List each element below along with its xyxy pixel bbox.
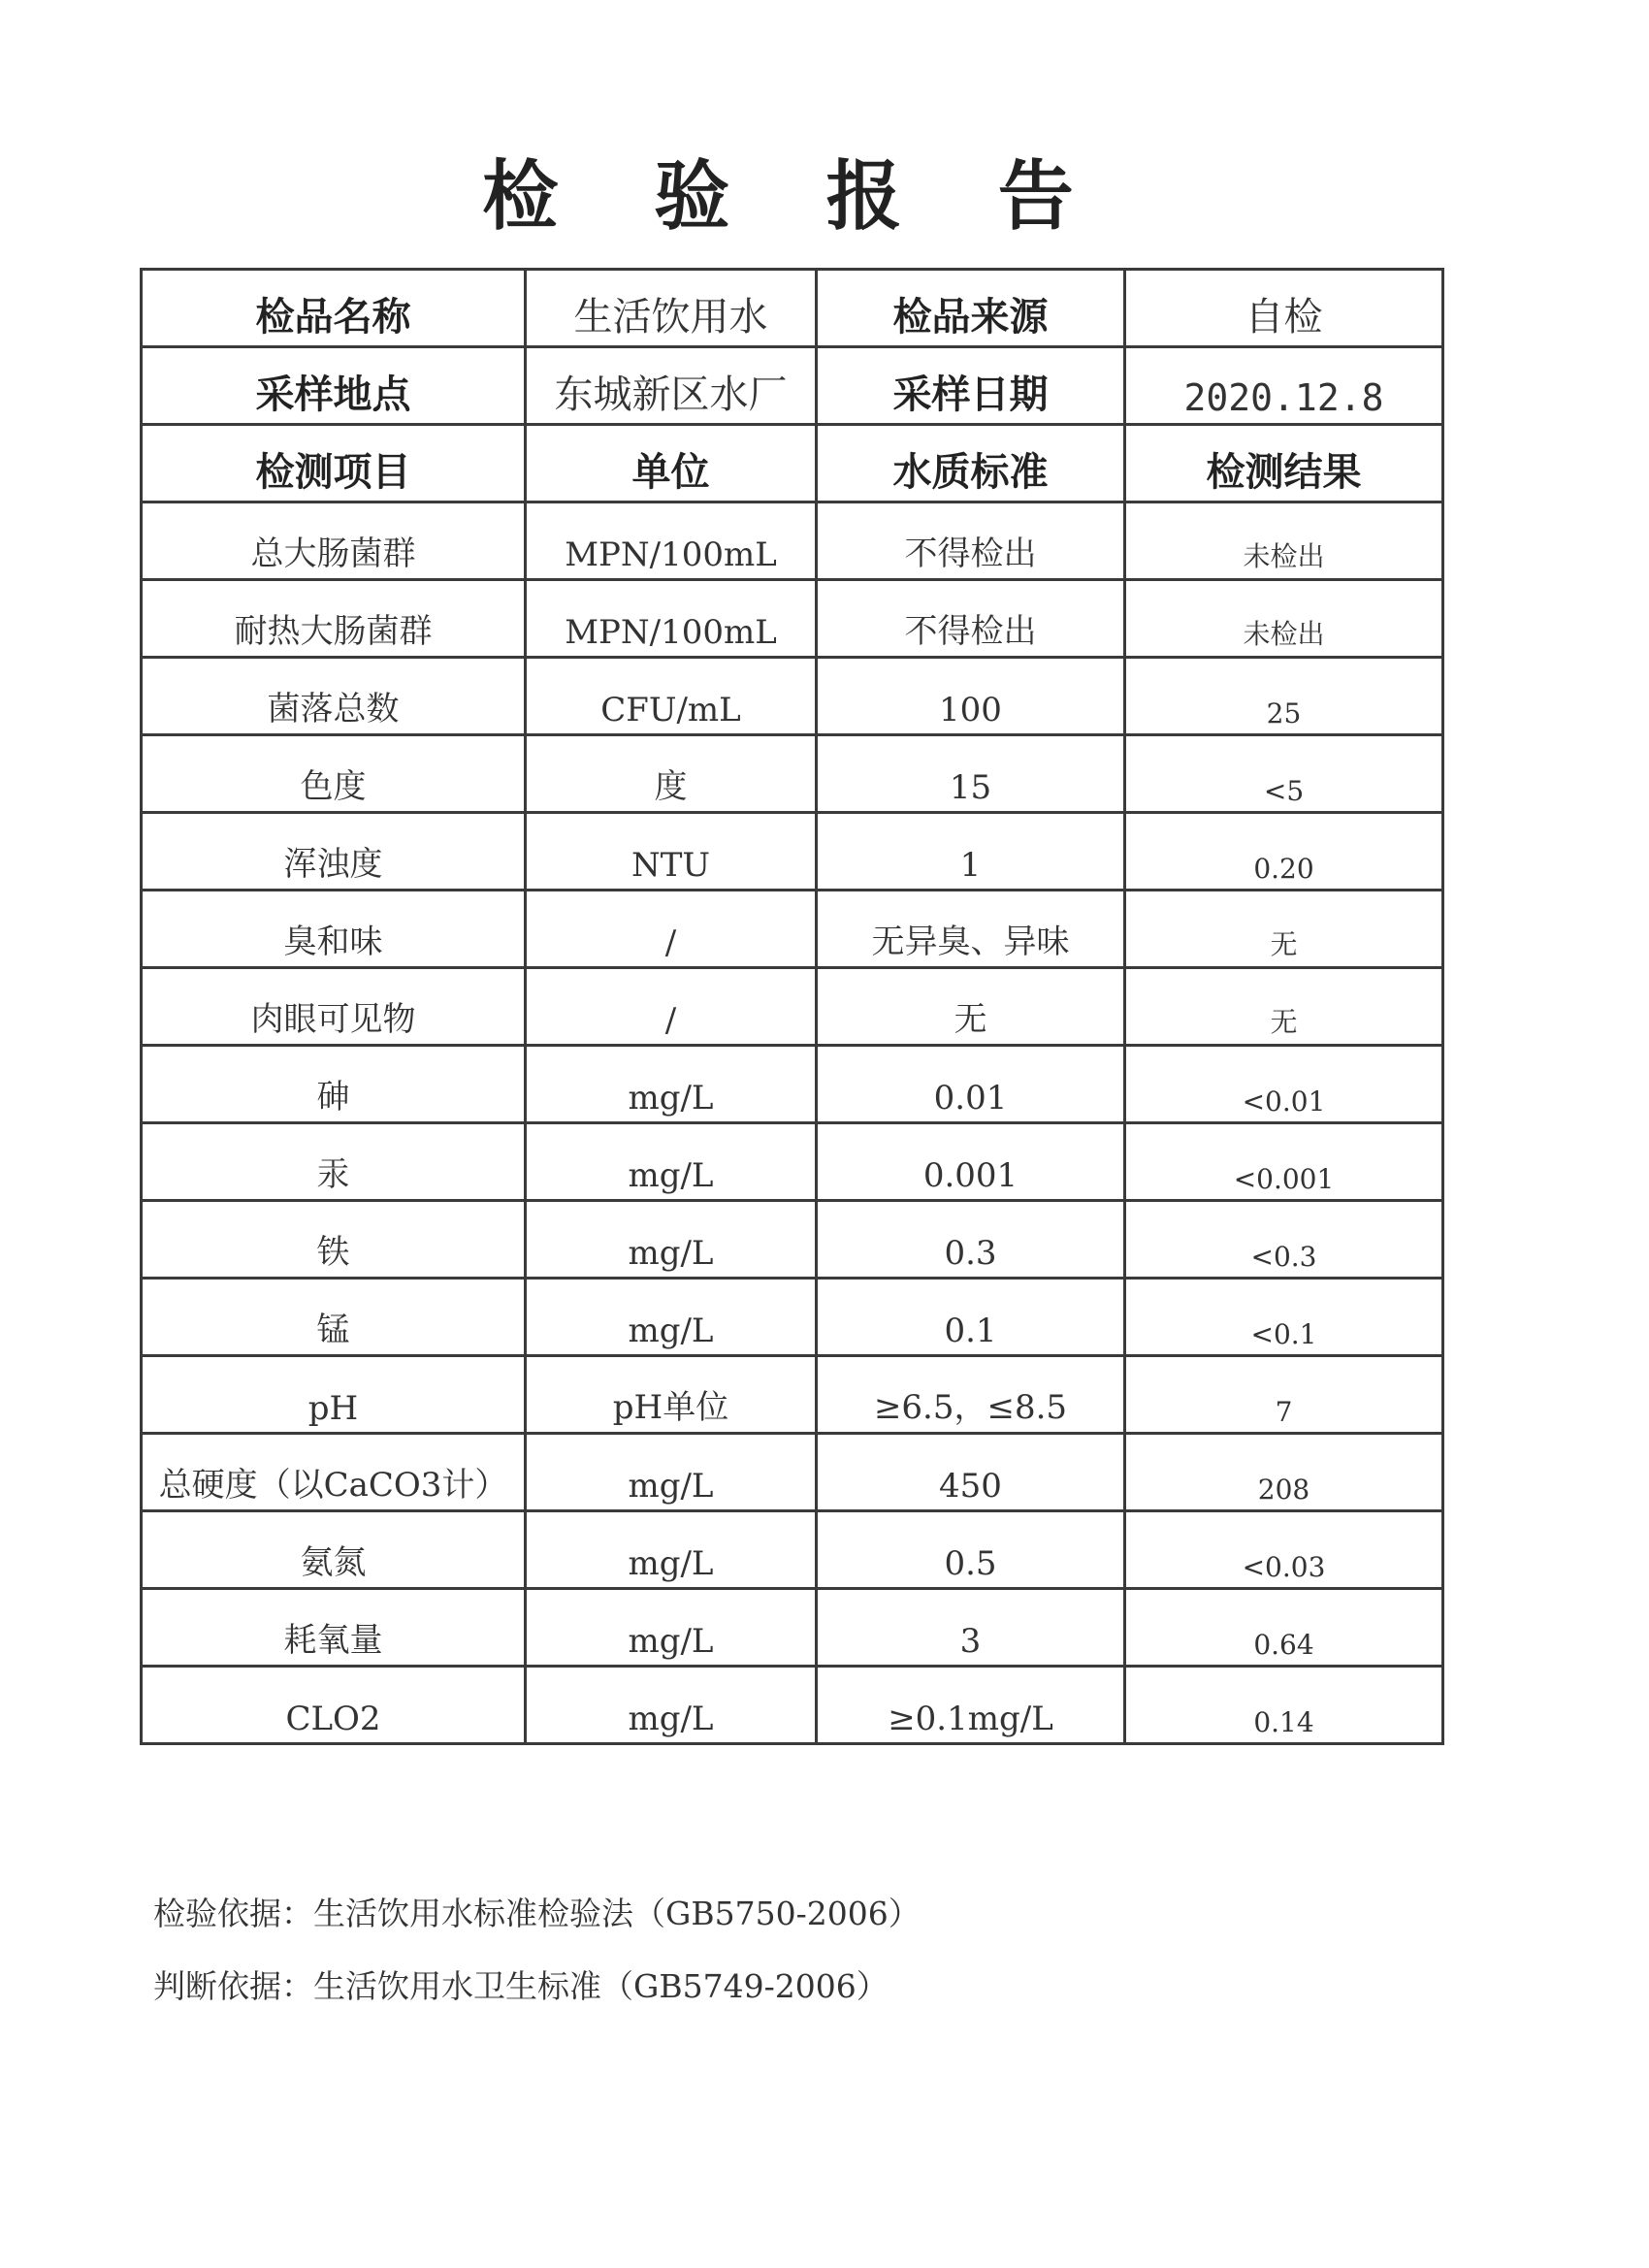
- table-row: [142, 1511, 1443, 1589]
- cell-item: 菌落总数: [142, 658, 526, 735]
- table-row: [142, 1356, 1443, 1434]
- cell-unit: /: [526, 891, 817, 968]
- cell-unit: mg/L: [526, 1046, 817, 1123]
- cell-result: 208: [1125, 1434, 1443, 1511]
- table-row: [142, 502, 1443, 580]
- date-value: 2020.12.8: [1125, 347, 1443, 425]
- cell-standard: 0.001: [817, 1123, 1125, 1201]
- cell-unit: mg/L: [526, 1589, 817, 1667]
- sample-name-label: 检品名称: [142, 270, 526, 347]
- cell-item: 锰: [142, 1279, 526, 1356]
- header-standard: 水质标准: [817, 425, 1125, 502]
- cell-standard: 0.3: [817, 1201, 1125, 1279]
- table-row: [142, 968, 1443, 1046]
- cell-result: 未检出: [1125, 580, 1443, 658]
- cell-unit: NTU: [526, 813, 817, 891]
- location-label: 采样地点: [142, 347, 526, 425]
- cell-unit: mg/L: [526, 1667, 817, 1744]
- date-label: 采样日期: [817, 347, 1125, 425]
- cell-unit: CFU/mL: [526, 658, 817, 735]
- table-row: [142, 658, 1443, 735]
- table-row: [142, 1434, 1443, 1511]
- table-row: [142, 891, 1443, 968]
- cell-unit: MPN/100mL: [526, 502, 817, 580]
- cell-item: 总大肠菌群: [142, 502, 526, 580]
- cell-standard: 0.1: [817, 1279, 1125, 1356]
- cell-standard: 不得检出: [817, 502, 1125, 580]
- cell-result: 无: [1125, 968, 1443, 1046]
- table-row: [142, 1201, 1443, 1279]
- inspection-basis: 检验依据：生活饮用水标准检验法（GB5750-2006）: [153, 1895, 921, 1932]
- cell-result: <0.03: [1125, 1511, 1443, 1589]
- cell-unit: mg/L: [526, 1511, 817, 1589]
- cell-unit: MPN/100mL: [526, 580, 817, 658]
- header-item: 检测项目: [142, 425, 526, 502]
- cell-standard: 3: [817, 1589, 1125, 1667]
- cell-standard: 无异臭、异味: [817, 891, 1125, 968]
- table-row: [142, 1667, 1443, 1744]
- report-table: [140, 268, 1444, 1745]
- sample-name-value: 生活饮用水: [526, 270, 817, 347]
- table-row: [142, 1046, 1443, 1123]
- cell-item: 耐热大肠菌群: [142, 580, 526, 658]
- cell-item: 耗氧量: [142, 1589, 526, 1667]
- cell-item: 汞: [142, 1123, 526, 1201]
- cell-unit: /: [526, 968, 817, 1046]
- cell-item: 浑浊度: [142, 813, 526, 891]
- cell-standard: 0.5: [817, 1511, 1125, 1589]
- cell-item: 臭和味: [142, 891, 526, 968]
- cell-standard: 450: [817, 1434, 1125, 1511]
- cell-unit: mg/L: [526, 1123, 817, 1201]
- table-row: [142, 580, 1443, 658]
- cell-item: 色度: [142, 735, 526, 813]
- location-value: 东城新区水厂: [526, 347, 817, 425]
- cell-item: pH: [142, 1356, 526, 1434]
- table-row: [142, 1279, 1443, 1356]
- cell-result: <0.01: [1125, 1046, 1443, 1123]
- cell-item: 总硬度（以CaCO3计）: [142, 1434, 526, 1511]
- cell-result: <0.1: [1125, 1279, 1443, 1356]
- cell-result: <0.3: [1125, 1201, 1443, 1279]
- sample-source-value: 自检: [1125, 270, 1443, 347]
- cell-unit: 度: [526, 735, 817, 813]
- cell-unit: mg/L: [526, 1279, 817, 1356]
- column-header-row: [142, 425, 1443, 502]
- cell-result: 0.20: [1125, 813, 1443, 891]
- cell-standard: 15: [817, 735, 1125, 813]
- info-row-sample: [142, 270, 1443, 347]
- cell-item: 肉眼可见物: [142, 968, 526, 1046]
- cell-result: 无: [1125, 891, 1443, 968]
- table-row: [142, 735, 1443, 813]
- cell-result: 0.14: [1125, 1667, 1443, 1744]
- judgement-basis: 判断依据：生活饮用水卫生标准（GB5749-2006）: [153, 1967, 889, 2005]
- header-unit: 单位: [526, 425, 817, 502]
- cell-item: 砷: [142, 1046, 526, 1123]
- cell-standard: 100: [817, 658, 1125, 735]
- report-title: 检 验 报 告: [482, 153, 1109, 241]
- cell-standard: ≥6.5，≤8.5: [817, 1356, 1125, 1434]
- table-row: [142, 1123, 1443, 1201]
- cell-result: 0.64: [1125, 1589, 1443, 1667]
- cell-unit: mg/L: [526, 1201, 817, 1279]
- cell-standard: 0.01: [817, 1046, 1125, 1123]
- cell-result: <5: [1125, 735, 1443, 813]
- cell-standard: 1: [817, 813, 1125, 891]
- header-result: 检测结果: [1125, 425, 1443, 502]
- cell-item: 铁: [142, 1201, 526, 1279]
- cell-result: <0.001: [1125, 1123, 1443, 1201]
- cell-item: 氨氮: [142, 1511, 526, 1589]
- sample-source-label: 检品来源: [817, 270, 1125, 347]
- cell-result: 未检出: [1125, 502, 1443, 580]
- info-row-location: [142, 347, 1443, 425]
- notes: [153, 1877, 921, 2023]
- cell-result: 7: [1125, 1356, 1443, 1434]
- cell-unit: mg/L: [526, 1434, 817, 1511]
- cell-result: 25: [1125, 658, 1443, 735]
- table-row: [142, 1589, 1443, 1667]
- cell-unit: pH单位: [526, 1356, 817, 1434]
- cell-standard: 不得检出: [817, 580, 1125, 658]
- cell-standard: ≥0.1mg/L: [817, 1667, 1125, 1744]
- table-row: [142, 813, 1443, 891]
- cell-standard: 无: [817, 968, 1125, 1046]
- cell-item: CLO2: [142, 1667, 526, 1744]
